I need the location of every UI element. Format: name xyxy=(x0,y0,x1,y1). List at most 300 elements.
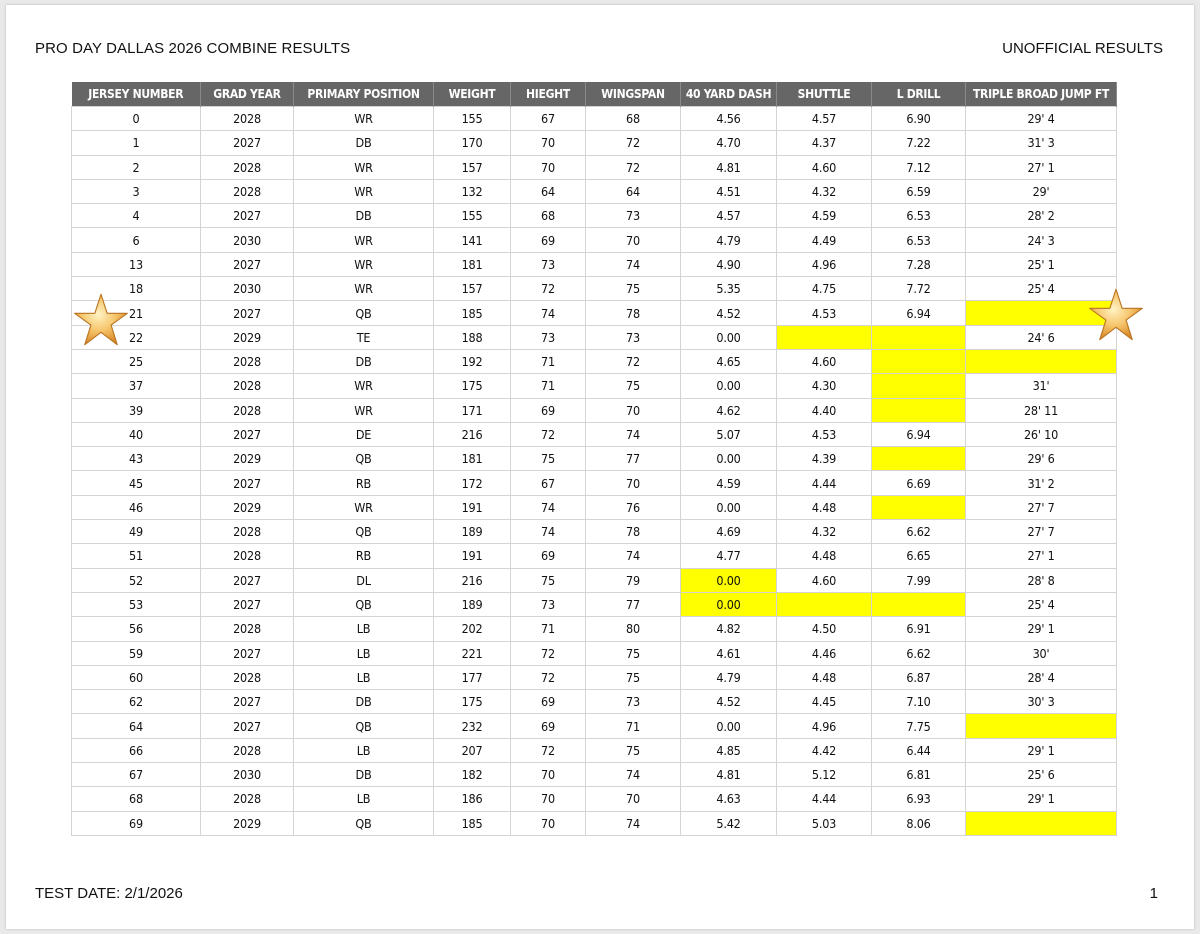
table-cell: 74 xyxy=(586,763,681,787)
table-cell: 69 xyxy=(511,690,586,714)
table-cell: 45 xyxy=(72,471,201,495)
table-cell: 74 xyxy=(586,811,681,835)
table-cell: QB xyxy=(294,811,434,835)
table-cell: 141 xyxy=(434,228,511,252)
table-cell: 6 xyxy=(72,228,201,252)
table-cell: 5.12 xyxy=(777,763,872,787)
table-cell: 28' 2 xyxy=(966,204,1117,228)
table-cell: 155 xyxy=(434,107,511,131)
table-cell: 29' 6 xyxy=(966,447,1117,471)
table-cell: 7.22 xyxy=(872,131,966,155)
table-cell: 25' 6 xyxy=(966,763,1117,787)
table-cell: 28' 11 xyxy=(966,398,1117,422)
table-cell: QB xyxy=(294,447,434,471)
table-cell: 7.12 xyxy=(872,155,966,179)
table-row xyxy=(72,447,1117,471)
table-cell: 66 xyxy=(72,738,201,762)
table-cell: 191 xyxy=(434,544,511,568)
table-cell: 69 xyxy=(511,228,586,252)
table-cell: 2029 xyxy=(201,447,294,471)
table-cell: 75 xyxy=(586,641,681,665)
table-cell: QB xyxy=(294,301,434,325)
table-cell: 4.51 xyxy=(681,179,777,203)
test-date: TEST DATE: 2/1/2026 xyxy=(35,885,183,902)
table-cell: 24' 3 xyxy=(966,228,1117,252)
table-cell: 29' 1 xyxy=(966,787,1117,811)
table-cell: 18 xyxy=(72,277,201,301)
table-cell: 216 xyxy=(434,568,511,592)
table-cell: 172 xyxy=(434,471,511,495)
table-cell: 6.93 xyxy=(872,787,966,811)
table-cell: QB xyxy=(294,520,434,544)
table-cell: 69 xyxy=(511,398,586,422)
table-cell: 2029 xyxy=(201,495,294,519)
table-cell: 1 xyxy=(72,131,201,155)
table-row xyxy=(72,252,1117,276)
table-cell: 4.50 xyxy=(777,617,872,641)
table-cell: 6.53 xyxy=(872,204,966,228)
table-row xyxy=(72,325,1117,349)
table-cell: 73 xyxy=(511,325,586,349)
table-row xyxy=(72,495,1117,519)
table-cell: 4.65 xyxy=(681,349,777,373)
table-cell xyxy=(966,349,1117,373)
table-cell: 4.46 xyxy=(777,641,872,665)
table-cell: 2027 xyxy=(201,641,294,665)
table-cell: 74 xyxy=(586,544,681,568)
table-cell: 7.72 xyxy=(872,277,966,301)
table-cell: 5.03 xyxy=(777,811,872,835)
table-cell: 31' 2 xyxy=(966,471,1117,495)
table-cell: 2028 xyxy=(201,787,294,811)
column-header: HIEGHT xyxy=(511,82,586,107)
table-cell xyxy=(872,374,966,398)
column-header: TRIPLE BROAD JUMP FT xyxy=(966,82,1117,107)
table-cell: 0.00 xyxy=(681,495,777,519)
table-cell: 185 xyxy=(434,811,511,835)
table-cell: 39 xyxy=(72,398,201,422)
table-cell: 232 xyxy=(434,714,511,738)
table-cell: 188 xyxy=(434,325,511,349)
table-cell: 75 xyxy=(586,665,681,689)
table-cell: 4.44 xyxy=(777,787,872,811)
table-cell: 49 xyxy=(72,520,201,544)
table-cell: 25 xyxy=(72,349,201,373)
table-row xyxy=(72,690,1117,714)
table-cell: RB xyxy=(294,471,434,495)
table-cell: 72 xyxy=(586,349,681,373)
table-cell xyxy=(872,447,966,471)
table-cell: 40 xyxy=(72,422,201,446)
table-cell: 2027 xyxy=(201,471,294,495)
table-cell: 0 xyxy=(72,107,201,131)
table-cell: 157 xyxy=(434,155,511,179)
table-cell: 78 xyxy=(586,520,681,544)
table-cell: 74 xyxy=(511,301,586,325)
table-cell: 60 xyxy=(72,665,201,689)
table-cell: 4.82 xyxy=(681,617,777,641)
table-cell: 68 xyxy=(586,107,681,131)
table-cell: 6.62 xyxy=(872,641,966,665)
table-cell xyxy=(872,592,966,616)
table-row xyxy=(72,301,1117,325)
table-cell: 4.85 xyxy=(681,738,777,762)
table-cell xyxy=(872,398,966,422)
table-cell: 189 xyxy=(434,520,511,544)
table-row xyxy=(72,204,1117,228)
table-cell: 74 xyxy=(511,520,586,544)
table-cell: 29' 1 xyxy=(966,738,1117,762)
table-cell: 31' 3 xyxy=(966,131,1117,155)
table-cell: 72 xyxy=(511,277,586,301)
table-cell: 0.00 xyxy=(681,568,777,592)
table-cell: 181 xyxy=(434,447,511,471)
table-cell xyxy=(872,349,966,373)
table-cell xyxy=(966,811,1117,835)
table-cell: 4.96 xyxy=(777,714,872,738)
table-cell: 26' 10 xyxy=(966,422,1117,446)
table-cell: 2028 xyxy=(201,617,294,641)
table-cell: 28' 4 xyxy=(966,665,1117,689)
page-number: 1 xyxy=(1149,885,1158,902)
table-cell: 59 xyxy=(72,641,201,665)
table-cell: 182 xyxy=(434,763,511,787)
table-cell: DB xyxy=(294,349,434,373)
table-cell: 71 xyxy=(586,714,681,738)
table-cell: 4.70 xyxy=(681,131,777,155)
table-cell: 70 xyxy=(586,228,681,252)
table-cell: 73 xyxy=(511,252,586,276)
table-cell: 2027 xyxy=(201,252,294,276)
column-header: SHUTTLE xyxy=(777,82,872,107)
table-cell: 186 xyxy=(434,787,511,811)
table-cell: 170 xyxy=(434,131,511,155)
table-cell: 75 xyxy=(511,568,586,592)
column-header: L DRILL xyxy=(872,82,966,107)
table-cell: 4.81 xyxy=(681,155,777,179)
table-row xyxy=(72,422,1117,446)
table-cell: 78 xyxy=(586,301,681,325)
table-cell: 70 xyxy=(586,787,681,811)
table-cell: 2028 xyxy=(201,398,294,422)
table-cell: 73 xyxy=(586,325,681,349)
table-cell: 4.57 xyxy=(777,107,872,131)
table-cell: 80 xyxy=(586,617,681,641)
table-cell: 4.77 xyxy=(681,544,777,568)
table-cell: 2030 xyxy=(201,763,294,787)
table-cell: LB xyxy=(294,641,434,665)
table-cell: 4.44 xyxy=(777,471,872,495)
table-cell: 157 xyxy=(434,277,511,301)
table-cell: 4.52 xyxy=(681,301,777,325)
table-cell: 73 xyxy=(511,592,586,616)
table-cell: 192 xyxy=(434,349,511,373)
table-cell: 216 xyxy=(434,422,511,446)
table-cell: 25' 1 xyxy=(966,252,1117,276)
table-cell: 7.99 xyxy=(872,568,966,592)
table-cell: 191 xyxy=(434,495,511,519)
table-cell xyxy=(777,592,872,616)
table-cell: 56 xyxy=(72,617,201,641)
table-cell: 4.59 xyxy=(777,204,872,228)
table-cell: 72 xyxy=(511,641,586,665)
table-cell: 4.79 xyxy=(681,665,777,689)
table-cell: 68 xyxy=(72,787,201,811)
table-cell: 6.59 xyxy=(872,179,966,203)
table-cell: 185 xyxy=(434,301,511,325)
table-cell: TE xyxy=(294,325,434,349)
table-cell: 70 xyxy=(511,763,586,787)
table-cell: 22 xyxy=(72,325,201,349)
table-row xyxy=(72,349,1117,373)
table-cell: 74 xyxy=(586,252,681,276)
table-row xyxy=(72,544,1117,568)
column-header: 40 YARD DASH xyxy=(681,82,777,107)
table-row xyxy=(72,179,1117,203)
table-cell: 2030 xyxy=(201,228,294,252)
table-cell: 4.96 xyxy=(777,252,872,276)
table-row xyxy=(72,107,1117,131)
table-cell: 4.45 xyxy=(777,690,872,714)
table-cell: 70 xyxy=(586,471,681,495)
table-cell: 2027 xyxy=(201,568,294,592)
table-cell: 37 xyxy=(72,374,201,398)
table-cell: 6.65 xyxy=(872,544,966,568)
table-cell: 27' 1 xyxy=(966,155,1117,179)
table-cell: 30' xyxy=(966,641,1117,665)
table-cell: WR xyxy=(294,495,434,519)
table-cell: 67 xyxy=(72,763,201,787)
table-cell: 0.00 xyxy=(681,592,777,616)
table-cell: 4.37 xyxy=(777,131,872,155)
table-cell: 2028 xyxy=(201,107,294,131)
table-row xyxy=(72,131,1117,155)
table-cell: 2028 xyxy=(201,179,294,203)
table-cell: 4.32 xyxy=(777,520,872,544)
table-cell: 132 xyxy=(434,179,511,203)
table-row xyxy=(72,641,1117,665)
table-cell: 77 xyxy=(586,592,681,616)
table-cell: 75 xyxy=(586,277,681,301)
table-cell: 68 xyxy=(511,204,586,228)
table-cell: 2027 xyxy=(201,422,294,446)
table-cell: 7.75 xyxy=(872,714,966,738)
column-header: GRAD YEAR xyxy=(201,82,294,107)
table-cell: 27' 1 xyxy=(966,544,1117,568)
table-cell: 69 xyxy=(511,544,586,568)
table-cell: WR xyxy=(294,398,434,422)
table-cell: 2028 xyxy=(201,155,294,179)
table-cell: QB xyxy=(294,714,434,738)
table-cell: 2028 xyxy=(201,544,294,568)
table-cell xyxy=(777,325,872,349)
star-icon xyxy=(1088,287,1144,343)
table-cell: 2029 xyxy=(201,325,294,349)
table-cell: 76 xyxy=(586,495,681,519)
table-cell: 4 xyxy=(72,204,201,228)
table-cell: DB xyxy=(294,690,434,714)
table-row xyxy=(72,763,1117,787)
table-cell: LB xyxy=(294,738,434,762)
column-header: WINGSPAN xyxy=(586,82,681,107)
table-row xyxy=(72,374,1117,398)
table-cell: RB xyxy=(294,544,434,568)
table-cell: 75 xyxy=(586,738,681,762)
table-cell: 31' xyxy=(966,374,1117,398)
table-cell: 2028 xyxy=(201,665,294,689)
table-cell: 72 xyxy=(586,155,681,179)
table-cell: 181 xyxy=(434,252,511,276)
table-cell: LB xyxy=(294,787,434,811)
table-row xyxy=(72,714,1117,738)
table-cell: 2027 xyxy=(201,690,294,714)
table-cell: 4.48 xyxy=(777,495,872,519)
table-cell: 7.28 xyxy=(872,252,966,276)
table-cell: 4.81 xyxy=(681,763,777,787)
document-title: PRO DAY DALLAS 2026 COMBINE RESULTS xyxy=(35,40,351,57)
table-cell: 64 xyxy=(72,714,201,738)
table-cell: WR xyxy=(294,107,434,131)
table-cell: 0.00 xyxy=(681,325,777,349)
table-cell: 6.94 xyxy=(872,301,966,325)
table-cell: 6.62 xyxy=(872,520,966,544)
table-cell: 5.42 xyxy=(681,811,777,835)
table-cell: 171 xyxy=(434,398,511,422)
table-cell xyxy=(872,325,966,349)
table-cell: 2027 xyxy=(201,131,294,155)
table-cell: 53 xyxy=(72,592,201,616)
table-cell: 0.00 xyxy=(681,714,777,738)
table-cell: 70 xyxy=(586,398,681,422)
table-cell: 6.53 xyxy=(872,228,966,252)
table-cell: 62 xyxy=(72,690,201,714)
table-cell: 29' xyxy=(966,179,1117,203)
table-cell: 189 xyxy=(434,592,511,616)
table-cell: 4.63 xyxy=(681,787,777,811)
table-row xyxy=(72,471,1117,495)
table-cell: 2027 xyxy=(201,301,294,325)
table-cell: 69 xyxy=(511,714,586,738)
table-cell: 29' 1 xyxy=(966,617,1117,641)
table-cell: 4.48 xyxy=(777,665,872,689)
table-cell: 4.60 xyxy=(777,568,872,592)
table-cell: 4.62 xyxy=(681,398,777,422)
table-cell: 4.53 xyxy=(777,422,872,446)
table-cell: 221 xyxy=(434,641,511,665)
table-cell: 71 xyxy=(511,617,586,641)
table-cell: 67 xyxy=(511,107,586,131)
table-row xyxy=(72,155,1117,179)
table-cell: 4.60 xyxy=(777,349,872,373)
table-cell: 0.00 xyxy=(681,374,777,398)
table-cell: 2027 xyxy=(201,592,294,616)
table-cell: 2029 xyxy=(201,811,294,835)
table-cell: 6.44 xyxy=(872,738,966,762)
table-cell: 25' 4 xyxy=(966,592,1117,616)
table-cell: 4.52 xyxy=(681,690,777,714)
table-cell: DL xyxy=(294,568,434,592)
table-cell: 64 xyxy=(511,179,586,203)
table-row xyxy=(72,592,1117,616)
table-cell: 4.42 xyxy=(777,738,872,762)
table-cell: 71 xyxy=(511,374,586,398)
table-cell: 175 xyxy=(434,690,511,714)
table-cell: WR xyxy=(294,179,434,203)
table-cell: 74 xyxy=(586,422,681,446)
table-cell: QB xyxy=(294,592,434,616)
table-cell: 4.39 xyxy=(777,447,872,471)
table-cell: LB xyxy=(294,617,434,641)
table-cell: 5.07 xyxy=(681,422,777,446)
table-cell: 27' 7 xyxy=(966,520,1117,544)
table-cell: 4.48 xyxy=(777,544,872,568)
table-cell: 4.32 xyxy=(777,179,872,203)
table-cell xyxy=(872,495,966,519)
table-cell: 4.40 xyxy=(777,398,872,422)
table-cell: 4.75 xyxy=(777,277,872,301)
table-cell: DB xyxy=(294,763,434,787)
table-cell: 6.91 xyxy=(872,617,966,641)
table-cell: 4.49 xyxy=(777,228,872,252)
table-cell: 46 xyxy=(72,495,201,519)
table-cell xyxy=(966,714,1117,738)
table-cell: 6.69 xyxy=(872,471,966,495)
table-cell: 5.35 xyxy=(681,277,777,301)
table-cell: 67 xyxy=(511,471,586,495)
table-cell: 4.61 xyxy=(681,641,777,665)
table-row xyxy=(72,811,1117,835)
table-cell: 6.87 xyxy=(872,665,966,689)
table-cell: DB xyxy=(294,131,434,155)
table-cell: 25' 4 xyxy=(966,277,1117,301)
table-cell: 177 xyxy=(434,665,511,689)
table-cell: 72 xyxy=(586,131,681,155)
table-cell: 75 xyxy=(511,447,586,471)
table-cell: 30' 3 xyxy=(966,690,1117,714)
table-cell: 4.79 xyxy=(681,228,777,252)
table-cell: 71 xyxy=(511,349,586,373)
table-cell: 64 xyxy=(586,179,681,203)
star-icon xyxy=(73,292,129,348)
table-cell: 6.90 xyxy=(872,107,966,131)
table-cell: 2027 xyxy=(201,204,294,228)
table-cell: 6.94 xyxy=(872,422,966,446)
table-cell: WR xyxy=(294,374,434,398)
table-cell: 79 xyxy=(586,568,681,592)
table-cell: 4.56 xyxy=(681,107,777,131)
table-cell: 0.00 xyxy=(681,447,777,471)
table-cell: 2028 xyxy=(201,738,294,762)
table-cell: 4.59 xyxy=(681,471,777,495)
table-row xyxy=(72,398,1117,422)
table-cell: 4.69 xyxy=(681,520,777,544)
table-cell: 29' 4 xyxy=(966,107,1117,131)
table-cell: WR xyxy=(294,228,434,252)
table-cell: 70 xyxy=(511,155,586,179)
table-cell: 4.57 xyxy=(681,204,777,228)
table-cell: 43 xyxy=(72,447,201,471)
table-cell: 3 xyxy=(72,179,201,203)
column-header: JERSEY NUMBER xyxy=(72,82,201,107)
column-header: WEIGHT xyxy=(434,82,511,107)
table-row xyxy=(72,665,1117,689)
column-header: PRIMARY POSITION xyxy=(294,82,434,107)
table-cell: 75 xyxy=(586,374,681,398)
results-status: UNOFFICIAL RESULTS xyxy=(1002,40,1163,57)
table-cell: 13 xyxy=(72,252,201,276)
table-cell: 202 xyxy=(434,617,511,641)
table-cell: 72 xyxy=(511,665,586,689)
